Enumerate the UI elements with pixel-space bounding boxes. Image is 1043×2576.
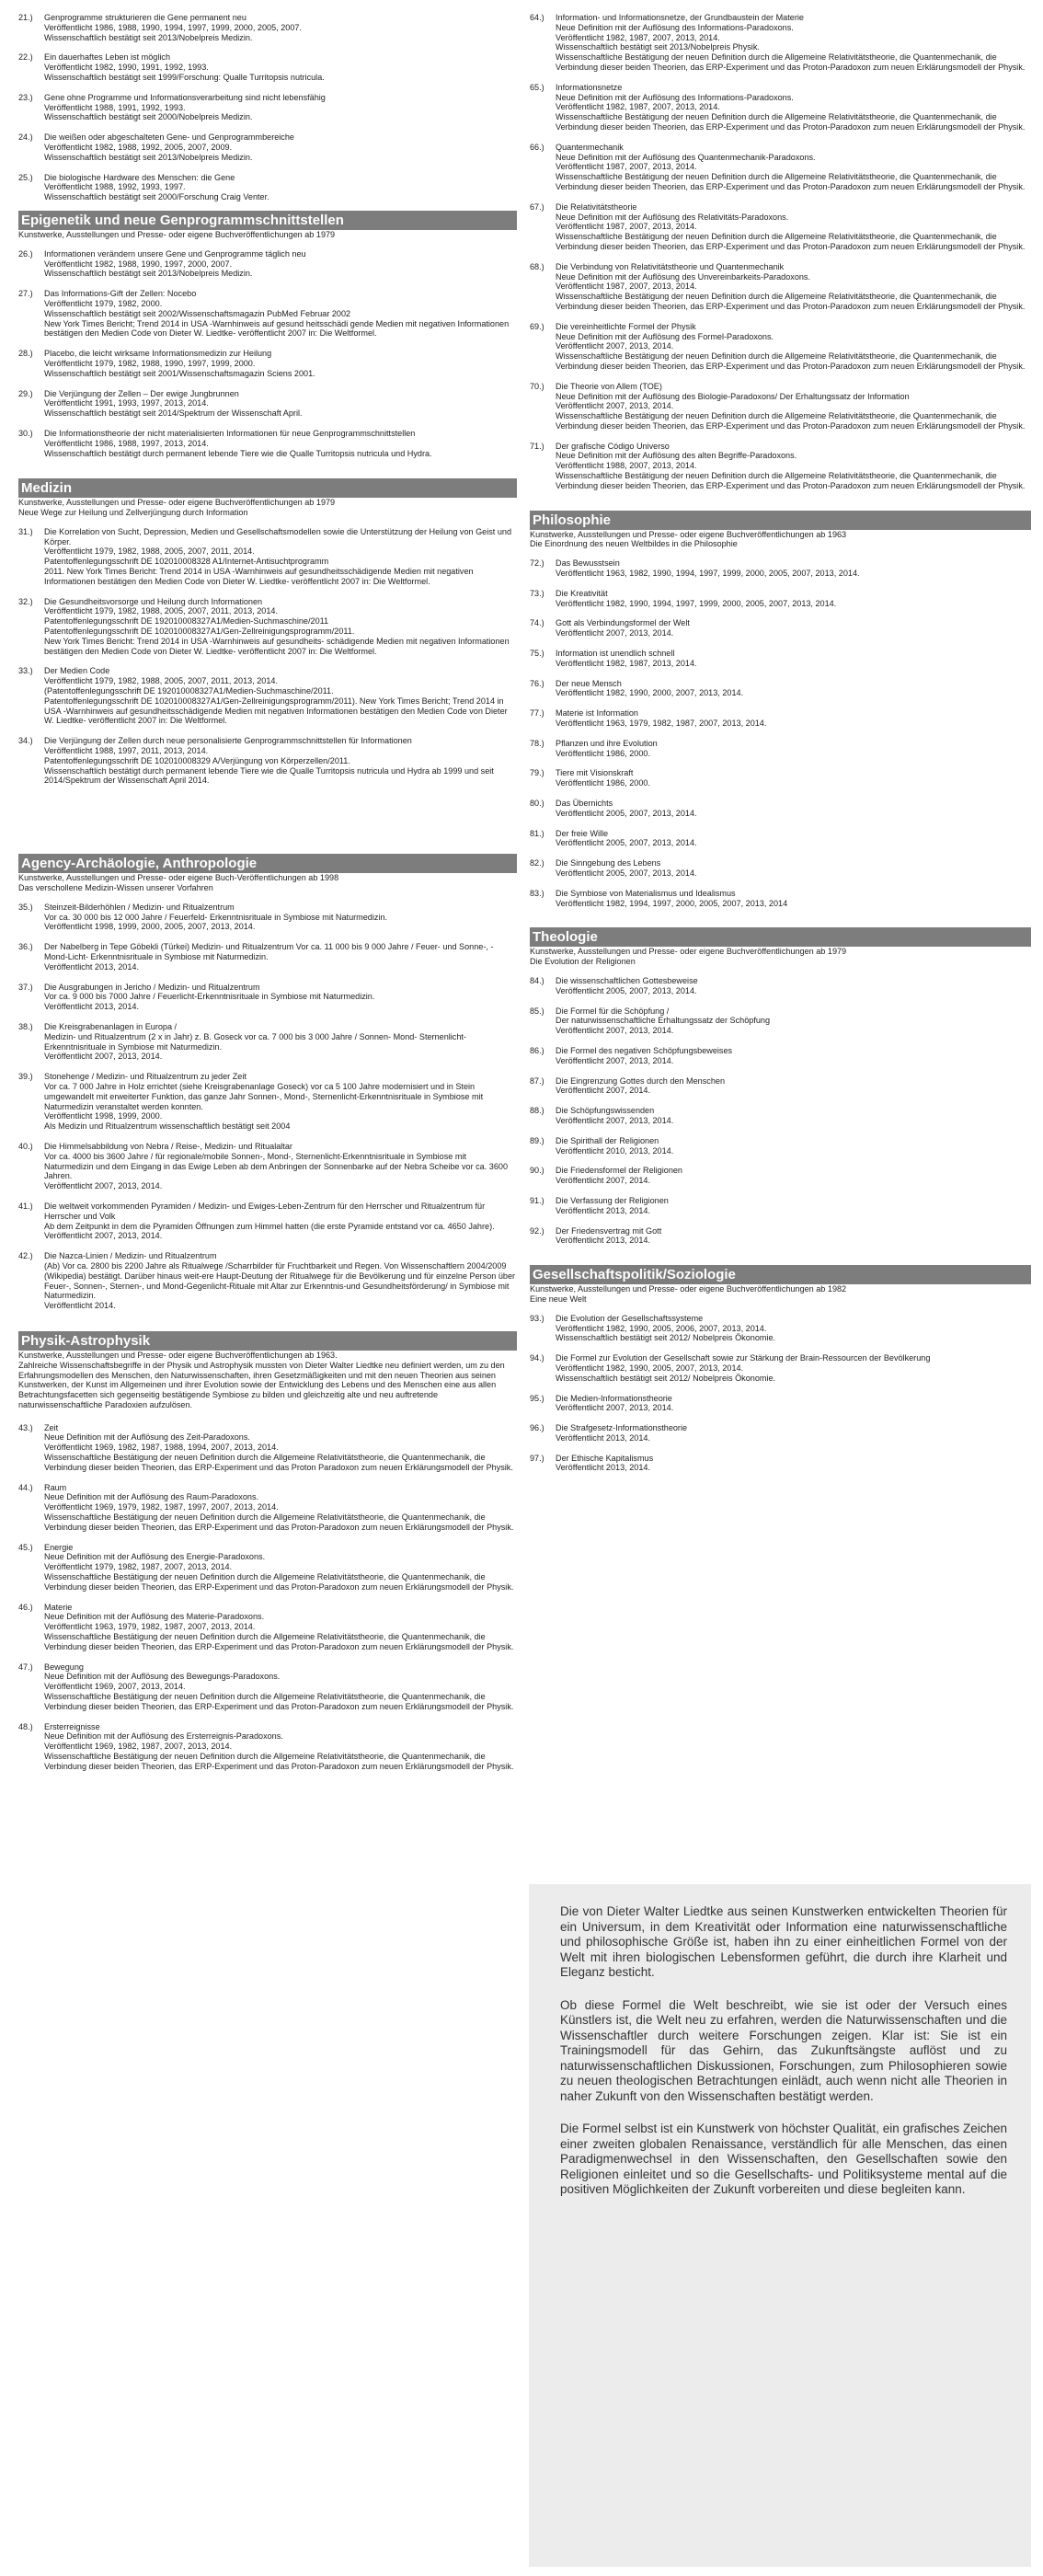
entry-text: Materie Neue Definition mit der Auflösung des Materie-Paradoxons. Veröffentlicht 1963, 1979, 1982, 1987, 2007, 2013, 2014. Wissenschaftliche Bestätigung der neuen Definition durch die Allgemeine Relativitätstheorie, die Quantenmechanik, die Verbindung dieser beiden Theorien, das ERP-Experiment und das Proton-Paradoxon zum neuen Erklärungsmodell der Physik.	[44, 1602, 514, 1651]
entry-number: 72.)	[530, 558, 544, 569]
entry-text: Genprogramme strukturieren die Gene permanent neu Veröffentlicht 1986, 1988, 1990, 1994, 1997, 1999, 2000, 2005, 2007. Wissenschaftlich bestätigt seit 2013/Nobelpreis Medizin.	[44, 13, 302, 42]
list-item	[18, 1142, 517, 1191]
entry-number: 34.)	[18, 736, 33, 746]
list-item	[18, 942, 517, 972]
entry-text: Die Nazca-Linien / Medizin- und Ritualzentrum (Ab) Vor ca. 2800 bis 2200 Jahre als Ritualwege /Scharrbilder für Fruchtbarkeit und Regen. Von Wissenschaftlern 2004/2009 (Wikipedia) bestätigt. Darüber hinaus weit-ere Haupt-Deutung der Ritualwege für die Bevölkerung und für einzelne Person über Feuer-, Sonnen-, Sternen-, und Mond-Gegenlicht-Rituale mit Altar zur Erkenntnis-und Gesundheitsförderung/ in Symbiose mit Naturmedizin. Veröffentlicht 2014.	[44, 1251, 516, 1311]
entry-list	[18, 1423, 517, 1772]
section-philosophie	[530, 511, 1031, 909]
list-item	[18, 429, 517, 458]
list-item	[18, 13, 517, 42]
entry-number: 29.)	[18, 388, 33, 398]
entry-number: 93.)	[530, 1313, 544, 1323]
entry-text: Die Himmelsabbildung von Nebra / Reise-, Medizin- und Ritualaltar Vor ca. 4000 bis 3600 Jahre / für regionale/mobile Sonnen-, Mond-, Sternenlicht-Erkenntnisrituale in Symbiose mit Naturmedizin und dem Eingang in das Ewige Leben ab dem Anbringen der Sonnenbarke auf der Nebra Scheibe vor ca. 3600 Jahren. Veröffentlicht 2007, 2013, 2014.	[44, 1141, 509, 1191]
entry-text: Stonehenge / Medizin- und Ritualzentrum zu jeder Zeit Vor ca. 7 000 Jahre in Holz errichtet (siehe Kreisgrabenanlage Goseck) vor ca 5 100 Jahre modernisiert und in Stein umgewandelt mit erweiterter Funktion, das ganze Jahr Sonnen-, Mond-, Sternenlicht-Erkenntnisrituale in Symbiose mit Naturmedizin veranstaltet werden konnten. Veröffentlicht 1998, 1999, 2000. Als Medizin und Ritualzentrum wissenschaftlich bestätigt seit 2004	[44, 1072, 484, 1132]
entry-number: 21.)	[18, 13, 33, 22]
list-item	[530, 1166, 1031, 1186]
statement-paragraph: Die von Dieter Walter Liedtke aus seinen Kunstwerken entwickelten Theorien für ein Universum, in dem Kreativität oder Information eine naturwissenschaftliche und philosophische Größe ist, haben ihn zu einer einheitlichen Formel von der Welt mit ihren biologischen Lebensformen geführt, die durch ihre Klarheit und Eleganz besticht.	[560, 1904, 1007, 1979]
entry-number: 46.)	[18, 1602, 33, 1612]
entry-list	[18, 903, 517, 1311]
list-item	[530, 1423, 1031, 1443]
entry-text: Der grafische Código Universo Neue Definition mit der Auflösung des alten Begriffe-Paradoxons. Veröffentlicht 1988, 2007, 2013, 2014. Wissenschaftliche Bestätigung der neuen Definition durch die Allgemeine Relativitätstheorie, die Quantenmechanik, die Verbindung dieser beiden Theorien, das ERP-Experiment und das Proton-Paradoxon zum neuen Erklärungsmodell der Physik.	[556, 441, 1026, 490]
list-item	[18, 983, 517, 1012]
entry-number: 70.)	[530, 381, 544, 391]
entry-text: Die Symbiose von Materialismus und Idealismus Veröffentlicht 1982, 1994, 1997, 2000, 2005, 2007, 2013, 2014	[556, 888, 788, 908]
entry-number: 95.)	[530, 1393, 544, 1403]
section-title: Epigenetik und neue Genprogrammschnittstellen	[18, 211, 517, 230]
entry-text: Die Gesundheitsvorsorge und Heilung durch Informationen Veröffentlicht 1979, 1982, 1988, 2005, 2007, 2011, 2013, 2014. Patentoffenlegungsschrift DE 192010008327A1/Medien-Suchmaschine/2011 Patentoffenlegungsschrift DE 102010008327A1/Gen-Zellreinigungsprogramm/2011. New York Times Bericht: Trend 2014 in USA -Warnhinweis auf gesundheits- schädigende Medien mit negativen Informationen bestätigen den Medien Code von Dieter W. Liedtke- veröffentlicht 2007 in: Die Weltformel.	[44, 596, 510, 656]
section-subtitle: Kunstwerke, Ausstellungen und Presse- oder eigene Buchveröffentlichungen ab 1963 Die Einordnung des neuen Weltbildes in die Philosophie	[530, 529, 847, 549]
entry-number: 87.)	[530, 1075, 544, 1086]
entry-number: 75.)	[530, 649, 544, 659]
list-item	[18, 1251, 517, 1311]
entry-number: 30.)	[18, 428, 33, 438]
entry-list	[530, 976, 1031, 1246]
entry-number: 41.)	[18, 1201, 33, 1211]
entry-text: Die Sinngebung des Lebens Veröffentlicht 2005, 2007, 2013, 2014.	[556, 858, 697, 878]
entry-text: Die Formel für die Schöpfung / Der naturwissenschaftliche Erhaltungssatz der Schöpfung Veröffentlicht 2007, 2013, 2014.	[556, 1006, 771, 1036]
entry-text: Raum Neue Definition mit der Auflösung des Raum-Paradoxons. Veröffentlicht 1969, 1979, 1982, 1987, 1997, 2007, 2013, 2014. Wissenschaftliche Bestätigung der neuen Definition durch die Allgemeine Relativitätstheorie, die Quantenmechanik, die Verbindung dieser beiden Theorien, das ERP-Experiment und das Proton-Paradoxon zum neuen Erklärungsmodell der Physik.	[44, 1482, 514, 1532]
section-subtitle: Kunstwerke, Ausstellungen und Presse- oder eigene Buch-Veröffentlichungen ab 1998 Das verschollene Medizin-Wissen unserer Vorfahren	[18, 873, 339, 893]
entry-text: Die Kreisgrabenanlagen in Europa / Medizin- und Ritualzentrum (2 x in Jahr) z. B. Goseck vor ca. 7 000 bis 3 000 Jahre / Sonnen- Mond- Sternenlicht-Erkenntnisrituale in Symbiose mit Naturmedizin. Veröffentlicht 2007, 2013, 2014.	[44, 1021, 466, 1062]
list-item	[530, 1454, 1031, 1474]
entry-number: 68.)	[530, 261, 544, 271]
entry-number: 79.)	[530, 768, 544, 778]
entry-text: Die Evolution der Gesellschaftssysteme Veröffentlicht 1982, 1990, 2005, 2006, 2007, 2013, 2014. Wissenschaftlich bestätigt seit 2012/ Nobelpreis Ökonomie.	[556, 1313, 776, 1343]
list-item	[18, 1662, 517, 1712]
entry-text: Tiere mit Visionskraft Veröffentlicht 1986, 2000.	[556, 768, 650, 788]
list-item	[18, 527, 517, 587]
list-item	[18, 597, 517, 657]
entry-number: 31.)	[18, 526, 33, 536]
entry-text: Die Korrelation von Sucht, Depression, Medien und Gesellschaftsmodellen sowie die Unterstützung der Heilung von Geist und Körper. Veröffentlicht 1979, 1982, 1988, 2005, 2007, 2011, 2014. Patentoffenlegungsschrift DE 102010008328 A1/Internet-Antisuchtprogramm 2011. New York Times Bericht: Trend 2014 in USA -Warnhinweis auf gesundheitsschädigende Medien mit negativen Informationen bestätigen den Medien Code von Dieter W. Liedtke- veröffentlicht 2007 in: Die Weltformel.	[44, 526, 512, 586]
section-gesellschaft	[530, 1265, 1031, 1473]
list-item	[18, 132, 517, 162]
list-item	[18, 249, 517, 279]
list-item	[18, 1423, 517, 1473]
list-item	[530, 1394, 1031, 1414]
entry-text: Die Spirithall der Religionen Veröffentlicht 2010, 2013, 2014.	[556, 1135, 674, 1156]
section-epigenetik	[18, 211, 517, 458]
list-item	[18, 903, 517, 932]
entry-number: 94.)	[530, 1353, 544, 1363]
list-item	[18, 1072, 517, 1132]
section-medizin	[18, 478, 517, 786]
list-item	[530, 558, 1031, 579]
entry-text: Die Formel des negativen Schöpfungsbeweises Veröffentlicht 2007, 2013, 2014.	[556, 1045, 733, 1065]
entry-number: 89.)	[530, 1135, 544, 1145]
entry-number: 33.)	[18, 666, 33, 676]
entry-text: Der Nabelberg in Tepe Göbekli (Türkei) Medizin- und Ritualzentrum Vor ca. 11 000 bis 9 000 Jahre / Feuer- und Sonne-, -Mond-Licht- Erkenntnisrituale in Symbiose mit Naturmedizin. Veröffentlicht 2013, 2014.	[44, 942, 494, 972]
section-subtitle: Kunstwerke, Ausstellungen und Presse- oder eigene Buchveröffentlichungen ab 1979 Neue Wege zur Heilung und Zellverjüngung durch Information	[18, 498, 336, 518]
list-item	[530, 829, 1031, 849]
list-item	[530, 143, 1031, 192]
entry-text: Die Informationstheorie der nicht materialisierten Informationen für neue Genprogrammschnittstellen Veröffentlicht 1986, 1988, 1997, 2013, 2014. Wissenschaftlich bestätigt durch permanent lebende Tiere wie die Qualle Turritopsis nutricula und Hydra.	[44, 428, 432, 458]
list-item	[18, 1483, 517, 1533]
list-item	[18, 1543, 517, 1593]
entry-text: Das Informations-Gift der Zellen: Nocebo Veröffentlicht 1979, 1982, 2000. Wissenschaftlich bestätigt seit 2002/Wissenschaftsmagazin PubMed Februar 2002 New York Times Bericht; Trend 2014 in USA -Warnhinweis auf gesund heitsschädi gende Medien mit negativen Informationen bestätigen den Medien Code von Dieter W. Liedtke- veröffentlicht 2007 in: Die Weltformel.	[44, 289, 510, 339]
entry-text: Information- und Informationsnetze, der Grundbaustein der Materie Neue Definition mit der Auflösung des Informations-Paradoxons. Veröffentlicht 1982, 1987, 2007, 2013, 2014. Wissenschaftlich bestätigt seit 2013/Nobelpreis Physik. Wissenschaftliche Bestätigung der neuen Definition durch die Allgemeine Relativitätstheorie, die Quantenmechanik, die Verbindung dieser beiden Theorien, das ERP-Experiment und das Proton-Paradoxon zum neuen Erklärungsmodell der Physik.	[556, 13, 1026, 72]
section-title: Medizin	[18, 478, 517, 498]
entry-text: Steinzeit-Bilderhöhlen / Medizin- und Ritualzentrum Vor ca. 30 000 bis 12 000 Jahre / Feuerfeld- Erkenntnisrituale in Symbiose mit Naturmedizin. Veröffentlicht 1998, 1999, 2000, 2005, 2007, 2013, 2014.	[44, 902, 388, 932]
entry-number: 27.)	[18, 289, 33, 299]
entry-text: Pflanzen und ihre Evolution Veröffentlicht 1986, 2000.	[556, 738, 658, 758]
list-item	[18, 1022, 517, 1062]
entry-number: 32.)	[18, 596, 33, 606]
entry-number: 85.)	[530, 1006, 544, 1016]
entry-number: 91.)	[530, 1195, 544, 1205]
entry-number: 80.)	[530, 799, 544, 809]
entry-number: 39.)	[18, 1072, 33, 1082]
entry-number: 44.)	[18, 1482, 33, 1492]
entry-number: 82.)	[530, 858, 544, 868]
list-item	[530, 1136, 1031, 1156]
list-item	[18, 736, 517, 786]
entry-number: 86.)	[530, 1045, 544, 1055]
entry-text: Quantenmechanik Neue Definition mit der Auflösung des Quantenmechanik-Paradoxons. Veröffentlicht 1987, 2007, 2013, 2014. Wissenschaftliche Bestätigung der neuen Definition durch die Allgemeine Relativitätstheorie, die Quantenmechanik, die Verbindung dieser beiden Theorien, das ERP-Experiment und das Proton-Paradoxon zum neuen Erklärungsmodell der Physik.	[556, 142, 1026, 191]
list-item	[530, 1076, 1031, 1097]
list-item	[530, 262, 1031, 312]
entry-number: 76.)	[530, 678, 544, 688]
entry-text: Materie ist Information Veröffentlicht 1963, 1979, 1982, 1987, 2007, 2013, 2014.	[556, 708, 767, 729]
list-item	[530, 889, 1031, 909]
entry-text: Die Eingrenzung Gottes durch den Menschen Veröffentlicht 2007, 2014.	[556, 1075, 726, 1096]
entry-text: Der neue Mensch Veröffentlicht 1982, 1990, 2000, 2007, 2013, 2014.	[556, 678, 744, 698]
entry-number: 37.)	[18, 982, 33, 992]
list-item	[530, 799, 1031, 819]
list-item	[530, 322, 1031, 372]
list-item	[18, 173, 517, 202]
statement-paragraph: Die Formel selbst ist ein Kunstwerk von höchster Qualität, ein grafisches Zeichen einer zweiten globalen Renaissance, verständlich für alle Menschen, das einen Paradigmenwechsel in den Wissenschaften, den Gesellschaften sowie den Religionen einleitet und so die Gesellschafts- und Politiksysteme mental auf die positiven Möglichkeiten der Zukunft vorbereiten und diese begleiten kann.	[560, 2122, 1007, 2196]
entry-text: Die biologische Hardware des Menschen: die Gene Veröffentlicht 1988, 1992, 1993, 1997. Wissenschaftlich bestätigt seit 2000/Forschung Craig Venter.	[44, 172, 269, 202]
list-item	[530, 1006, 1031, 1036]
entry-number: 48.)	[18, 1721, 33, 1731]
entry-text: Die Verbindung von Relativitätstheorie und Quantenmechanik Neue Definition mit der Auflösung des Unvereinbarkeits-Paradoxons. Veröffentlicht 1987, 2007, 2013, 2014. Wissenschaftliche Bestätigung der neuen Definition durch die Allgemeine Relativitätstheorie, die Quantenmechanik, die Verbindung dieser beiden Theorien, das ERP-Experiment und das Proton-Paradoxon zum neuen Erklärungsmodell der Physik.	[556, 261, 1026, 311]
entry-number: 83.)	[530, 888, 544, 898]
entry-text: Der Medien Code Veröffentlicht 1979, 1982, 1988, 2005, 2007, 2011, 2013, 2014. (Patentoffenlegungsschrift DE 192010008327A1/Medien-Suchmaschine/2011. Patentoffenlegungsschrift DE 102010008327A1/Gen-Zellreinigungsprogramm/2011). New York Times Bericht; Trend 2014 in USA -Warnhinweis auf gesundheitsschädigende Medien mit negativen Informationen bestätigen den Medien Code von Dieter W. Liedtke- veröffentlicht 2007 in: Die Weltformel.	[44, 666, 508, 726]
section-physik	[18, 1331, 517, 1772]
list-item	[530, 768, 1031, 788]
list-item	[530, 739, 1031, 759]
entry-number: 43.)	[18, 1422, 33, 1432]
entry-number: 38.)	[18, 1021, 33, 1031]
entry-text: Die wissenschaftlichen Gottesbeweise Veröffentlicht 2005, 2007, 2013, 2014.	[556, 975, 698, 995]
entry-text: Die weltweit vorkommenden Pyramiden / Medizin- und Ewiges-Leben-Zentrum für den Herrscher und Ritualzentrum für Herrscher und Volk Ab dem Zeitpunkt in dem die Pyramiden Öffnungen zum Himmel hatten (die erste Pyramide entstand vor ca. 4650 Jahre). Veröffentlicht 2007, 2013, 2014.	[44, 1201, 495, 1241]
entry-text: Placebo, die leicht wirksame Informationsmedizin zur Heilung Veröffentlicht 1979, 1982, 1988, 1990, 1997, 1999, 2000. Wissenschaftlich bestätigt seit 2001/Wissenschaftsmagazin Sciens 2001.	[44, 349, 315, 378]
list-item	[18, 666, 517, 726]
entry-number: 81.)	[530, 828, 544, 838]
entry-number: 88.)	[530, 1106, 544, 1116]
entry-text: Das Bewusstsein Veröffentlicht 1963, 1982, 1990, 1994, 1997, 1999, 2000, 2005, 2007, 2013, 2014.	[556, 558, 860, 579]
right-column	[530, 13, 1031, 1473]
entry-list	[18, 249, 517, 459]
entry-number: 22.)	[18, 52, 33, 63]
list-item	[530, 382, 1031, 431]
entry-number: 97.)	[530, 1453, 544, 1463]
entry-number: 66.)	[530, 142, 544, 152]
entry-list	[18, 527, 517, 786]
entry-text: Der Ethische Kapitalismus Veröffentlicht 2013, 2014.	[556, 1453, 654, 1473]
section-title: Philosophie	[530, 511, 1031, 530]
entry-number: 35.)	[18, 902, 33, 912]
list-item	[530, 708, 1031, 729]
entry-text: Ersterreignisse Neue Definition mit der Auflösung des Ersterreignis-Paradoxons. Veröffentlicht 1969, 1982, 1987, 2007, 2013, 2014. Wissenschaftliche Bestätigung der neuen Definition durch die Allgemeine Relativitätstheorie, die Quantenmechanik, die Verbindung dieser beiden Theorien, das ERP-Experiment und das Proton-Paradoxon zum neuen Erklärungsmodell der Physik.	[44, 1721, 514, 1771]
entry-text: Das Übernichts Veröffentlicht 2005, 2007, 2013, 2014.	[556, 799, 697, 818]
section-title: Theologie	[530, 927, 1031, 947]
entry-number: 74.)	[530, 618, 544, 628]
list-item	[18, 52, 517, 82]
entry-number: 65.)	[530, 82, 544, 92]
entry-text: Energie Neue Definition mit der Auflösung des Energie-Paradoxons. Veröffentlicht 1979, 1982, 1987, 2007, 2013, 2014. Wissenschaftliche Bestätigung der neuen Definition durch die Allgemeine Relativitätstheorie, die Quantenmechanik, die Verbindung dieser beiden Theorien, das ERP-Experiment und das Proton-Paradoxon zum neuen Erklärungsmodell der Physik.	[44, 1542, 514, 1592]
statement-paragraph: Ob diese Formel die Welt beschreibt, wie sie ist oder der Versuch eines Künstlers ist, die Welt neu zu erfahren, werden die Naturwissenschaften und die Wissenschaftler durch weitere Forschungen zeigen. Klar ist: Sie ist ein Trainingsmodell für das Gehirn, das Zukunftsängste auflöst und zu naturwissenschaftlichen Diskussionen, Forschungen, zum Philosophieren sowie zu neuen theologischen Betrachtungen einlädt, auch wenn nicht alle Theorien in naher Zukunft von den Wissenschaften bestätigt werden.	[560, 1997, 1007, 2103]
entry-number: 47.)	[18, 1662, 33, 1672]
list-item	[530, 649, 1031, 669]
entry-number: 73.)	[530, 588, 544, 598]
list-item	[530, 83, 1031, 132]
list-item	[530, 1314, 1031, 1343]
section-agency	[18, 854, 517, 1311]
list-item	[18, 1202, 517, 1241]
entry-number: 64.)	[530, 13, 544, 22]
section-theologie	[530, 927, 1031, 1246]
entry-text: Die vereinheitlichte Formel der Physik Neue Definition mit der Auflösung des Formel-Paradoxons. Veröffentlicht 2007, 2013, 2014. Wissenschaftliche Bestätigung der neuen Definition durch die Allgemeine Relativitätstheorie, die Quantenmechanik, die Verbindung dieser beiden Theorien, das ERP-Experiment und das Proton-Paradoxon zum neuen Erklärungsmodell der Physik.	[556, 321, 1026, 371]
entry-number: 96.)	[530, 1423, 544, 1433]
entry-number: 25.)	[18, 172, 33, 182]
entry-number: 78.)	[530, 738, 544, 748]
entry-number: 26.)	[18, 248, 33, 259]
list-item	[18, 349, 517, 378]
entry-number: 24.)	[18, 132, 33, 143]
entry-number: 45.)	[18, 1542, 33, 1552]
list-item	[18, 389, 517, 419]
entry-number: 67.)	[530, 201, 544, 212]
section-subtitle: Kunstwerke, Ausstellungen und Presse- oder eigene Buchveröffentlichungen ab 1963. Zahlreiche Wissenschaftsbegriffe in der Physik und Astrophysik mussten von Dieter Walter Liedtke neu definiert werden, um zu den Erfahrungsmodellen des Menschen, den Naturwissenschaften, ihren Gesetzmäßigkeiten und mit den neuen Theorien aus seinen Kunstwerken, der Kunst im Allgemeinen und ihrer Evolution sowie der Entwicklung des Lebens und des Menschen eine aus allen Betrachtungsfacetten sich gegenseitig bestätigende Symbiose zu bilden und gleichzeitig alte und neu auftretende naturwissenschaftliche Paradoxien aufzulösen.	[18, 1350, 505, 1409]
list-item	[530, 442, 1031, 491]
entry-text: Die Verjüngung der Zellen durch neue personalisierte Genprogrammschnittstellen für Informationen Veröffentlicht 1988, 1997, 2011, 2013, 2014. Patentoffenlegungsschrift DE 102010008329 A/Verjüngung von Körperzellen/2011. Wissenschaftlich bestätigt durch permanent lebende Tiere wie die Qualle Turritopsis nutricula und Hydra ab 1999 und seit 2014/Spektrum der Wissenschaft April 2014.	[44, 736, 494, 786]
entry-list	[530, 558, 1031, 908]
list-item	[18, 93, 517, 122]
entry-list	[530, 1314, 1031, 1474]
entry-text: Die Schöpfungswissenden Veröffentlicht 2007, 2013, 2014.	[556, 1106, 674, 1125]
entry-text: Die weißen oder abgeschalteten Gene- und Genprogrammbereiche Veröffentlicht 1982, 1988, 1992, 2005, 2007, 2009. Wissenschaftlich bestätigt seit 2013/Nobelpreis Medizin.	[44, 132, 294, 162]
entry-text: Die Medien-Informationstheorie Veröffentlicht 2007, 2013, 2014.	[556, 1393, 674, 1413]
entry-text: Ein dauerhaftes Leben ist möglich Veröffentlicht 1982, 1990, 1991, 1992, 1993. Wissenschaftlich bestätigt seit 1999/Forschung: Qualle Turritopsis nutricula.	[44, 52, 325, 82]
entry-text: Die Relativitätstheorie Neue Definition mit der Auflösung des Relativitäts-Paradoxons. Veröffentlicht 1987, 2007, 2013, 2014. Wissenschaftliche Bestätigung der neuen Definition durch die Allgemeine Relativitätstheorie, die Quantenmechanik, die Verbindung dieser beiden Theorien, das ERP-Experiment und das Proton-Paradoxon zum neuen Erklärungsmodell der Physik.	[556, 201, 1026, 251]
entry-text: Die Verfassung der Religionen Veröffentlicht 2013, 2014.	[556, 1195, 669, 1215]
entry-text: Die Verjüngung der Zellen – Der ewige Jungbrunnen Veröffentlicht 1991, 1993, 1997, 2013, 2014. Wissenschaftlich bestätigt seit 2014/Spektrum der Wissenschaft April.	[44, 388, 303, 419]
list-item	[530, 589, 1031, 609]
genetics-entries	[18, 13, 517, 202]
list-item	[530, 1226, 1031, 1247]
list-item	[18, 289, 517, 339]
entry-number: 42.)	[18, 1251, 33, 1261]
entry-number: 36.)	[18, 942, 33, 952]
entry-number: 23.)	[18, 92, 33, 102]
entry-text: Die Kreativität Veröffentlicht 1982, 1990, 1994, 1997, 1999, 2000, 2005, 2007, 2013, 2014.	[556, 588, 837, 608]
entry-text: Informationen verändern unsere Gene und Genprogramme täglich neu Veröffentlicht 1982, 1988, 1990, 1997, 2000, 2007. Wissenschaftlich bestätigt seit 2013/Nobelpreis Medizin.	[44, 248, 306, 279]
entry-text: Die Ausgrabungen in Jericho / Medizin- und Ritualzentrum Vor ca. 9 000 bis 7000 Jahre / Feuerlicht-Erkenntnisrituale in Symbiose mit Naturmedizin. Veröffentlicht 2013, 2014.	[44, 982, 375, 1012]
list-item	[530, 13, 1031, 73]
entry-text: Gott als Verbindungsformel der Welt Veröffentlicht 2007, 2013, 2014.	[556, 618, 690, 638]
list-item	[530, 618, 1031, 638]
entry-text: Information ist unendlich schnell Veröffentlicht 1982, 1987, 2013, 2014.	[556, 649, 697, 668]
list-item	[530, 1106, 1031, 1126]
entry-text: Zeit Neue Definition mit der Auflösung des Zeit-Paradoxons. Veröffentlicht 1969, 1982, 1987, 1988, 1994, 2007, 2013, 2014. Wissenschaftliche Bestätigung der neuen Definition durch die Allgemeine Relativitätstheorie, die Quantenmechanik, die Verbindung dieser beiden Theorien, das ERP-Experiment und das Proton Paradoxon zum neuen Erklärungsmodell der Physik.	[44, 1422, 513, 1472]
statement-box	[529, 1884, 1031, 2567]
list-item	[18, 1603, 517, 1652]
physics-entries	[530, 13, 1031, 491]
entry-text: Die Strafgesetz-Informationstheorie Veröffentlicht 2013, 2014.	[556, 1423, 688, 1443]
entry-text: Die Friedensformel der Religionen Veröffentlicht 2007, 2014.	[556, 1166, 682, 1186]
entry-number: 71.)	[530, 441, 544, 451]
entry-number: 40.)	[18, 1141, 33, 1151]
section-subtitle: Kunstwerke, Ausstellungen und Presse- oder eigene Buchveröffentlichungen ab 1982 Eine neue Welt	[530, 1284, 847, 1304]
list-item	[530, 976, 1031, 996]
entry-number: 69.)	[530, 321, 544, 331]
list-item	[530, 679, 1031, 699]
section-title: Physik-Astrophysik	[18, 1331, 517, 1351]
entry-number: 92.)	[530, 1225, 544, 1236]
left-column	[18, 13, 517, 1772]
entry-text: Der freie Wille Veröffentlicht 2005, 2007, 2013, 2014.	[556, 828, 697, 848]
section-title: Agency-Archäologie, Anthropologie	[18, 854, 517, 873]
list-item	[18, 1722, 517, 1772]
entry-number: 84.)	[530, 975, 544, 985]
entry-text: Informationsnetze Neue Definition mit der Auflösung des Informations-Paradoxons. Veröffentlicht 1982, 1987, 2007, 2013, 2014. Wissenschaftliche Bestätigung der neuen Definition durch die Allgemeine Relativitätstheorie, die Quantenmechanik, die Verbindung dieser beiden Theorien, das ERP-Experiment und das Proton-Paradoxon zum neuen Erklärungsmodell der Physik.	[556, 82, 1026, 132]
entry-number: 77.)	[530, 708, 544, 719]
entry-text: Die Formel zur Evolution der Gesellschaft sowie zur Stärkung der Brain-Ressourcen der Bevölkerung Veröffentlicht 1982, 1990, 2005, 2007, 2013, 2014. Wissenschaftlich bestätigt seit 2012/ Nobelpreis Ökonomie.	[556, 1353, 931, 1383]
entry-number: 90.)	[530, 1166, 544, 1176]
entry-text: Gene ohne Programme und Informationsverarbeitung sind nicht lebensfähig Veröffentlicht 1988, 1991, 1992, 1993. Wissenschaftlich bestätigt seit 2000/Nobelpreis Medizin.	[44, 92, 326, 122]
list-item	[530, 202, 1031, 252]
section-title: Gesellschaftspolitik/Soziologie	[530, 1265, 1031, 1284]
list-item	[530, 1196, 1031, 1216]
section-subtitle: Kunstwerke, Ausstellungen und Presse- oder eigene Buchveröffentlichungen ab 1979	[18, 229, 336, 239]
list-item	[530, 1353, 1031, 1383]
list-item	[530, 858, 1031, 879]
entry-text: Bewegung Neue Definition mit der Auflösung des Bewegungs-Paradoxons. Veröffentlicht 1969, 2007, 2013, 2014. Wissenschaftliche Bestätigung der neuen Definition durch die Allgemeine Relativitätstheorie, die Quantenmechanik, die Verbindung dieser beiden Theorien, das ERP-Experiment und das Proton-Paradoxon zum neuen Erklärungsmodell der Physik.	[44, 1662, 514, 1711]
entry-text: Der Friedensvertrag mit Gott Veröffentlicht 2013, 2014.	[556, 1225, 662, 1246]
entry-text: Die Theorie von Allem (TOE) Neue Definition mit der Auflösung des Biologie-Paradoxons/ Der Erhaltungssatz der Information Veröffentlicht 2007, 2013, 2014. Wissenschaftliche Bestätigung der neuen Definition durch die Allgemeine Relativitätstheorie, die Quantenmechanik, die Verbindung dieser beiden Theorien, das ERP-Experiment und das Proton-Paradoxon zum neuen Erklärungsmodell der Physik.	[556, 381, 1026, 431]
list-item	[530, 1046, 1031, 1066]
section-subtitle: Kunstwerke, Ausstellungen und Presse- oder eigene Buchveröffentlichungen ab 1979 Die Evolution der Religionen	[530, 947, 847, 967]
entry-number: 28.)	[18, 349, 33, 359]
